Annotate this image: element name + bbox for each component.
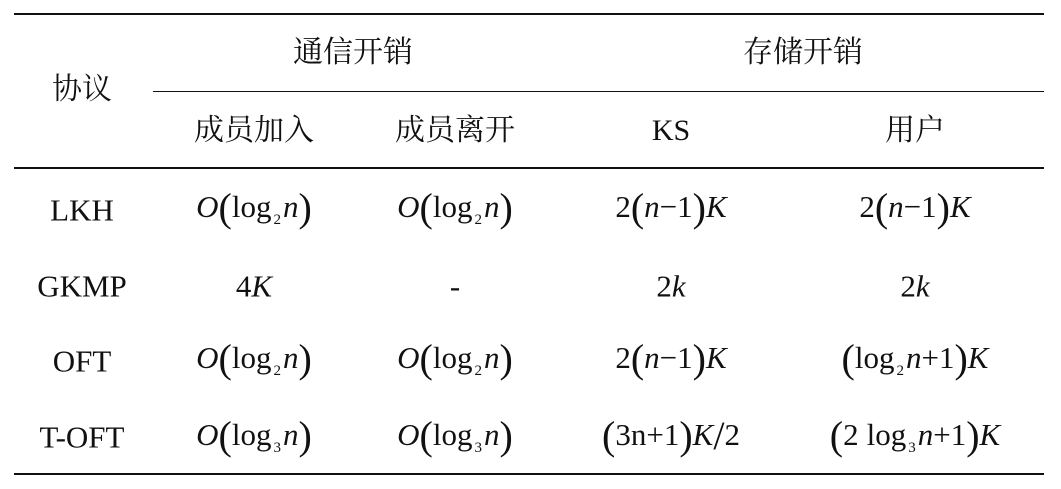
big-o: O xyxy=(196,417,219,452)
header-bottom-rule xyxy=(14,167,1044,169)
comm-overhead-header: 通信开销 xyxy=(293,35,413,70)
paren-close: ) xyxy=(692,336,706,381)
operator: + xyxy=(646,417,664,452)
paren-close: ) xyxy=(679,413,693,458)
row-toft-leave: O(log $_3$n) xyxy=(397,413,513,458)
log-base: 2 xyxy=(474,363,483,379)
row-oft-ks xyxy=(615,336,727,381)
var-a: n xyxy=(644,189,660,224)
paren-open: ( xyxy=(829,413,844,458)
log-base: 2 xyxy=(474,212,483,228)
operator: + xyxy=(933,417,951,452)
operator: − xyxy=(903,189,922,224)
coef: 2 xyxy=(859,189,875,224)
const: 1 xyxy=(921,189,937,224)
paren-open: ( xyxy=(874,185,889,230)
row-gkmp-user xyxy=(900,268,930,304)
top-rule xyxy=(14,13,1044,15)
log: log xyxy=(231,340,272,375)
log-base: 3 xyxy=(474,440,483,456)
const: 1 xyxy=(663,417,680,452)
row-gkmp-join xyxy=(235,268,273,304)
row-lkh-leave: O(log $_2$n) xyxy=(397,185,513,230)
log: log xyxy=(231,189,272,224)
var-k: K xyxy=(705,340,727,375)
log-base: 3 xyxy=(273,440,282,456)
row-toft-user xyxy=(829,413,1001,458)
row-lkh-ks xyxy=(615,185,727,230)
row-toft-protocol: T-OFT xyxy=(39,419,125,455)
row-gkmp-leave: - xyxy=(449,268,461,304)
var-a: n xyxy=(888,189,904,224)
var-n: n xyxy=(283,189,299,224)
operator: − xyxy=(659,340,678,375)
row-toft-join: O(log $_3$n) xyxy=(196,413,312,458)
row-lkh-join: O(log $_2$n) xyxy=(196,185,312,230)
var-k: K xyxy=(705,189,727,224)
denominator: 2 xyxy=(724,417,740,452)
paren-open: ( xyxy=(630,185,645,230)
const: 1 xyxy=(677,340,693,375)
paren-close: ) xyxy=(954,336,968,381)
big-o: O xyxy=(196,340,219,375)
row-oft-protocol: OFT xyxy=(52,343,112,379)
var-k: k xyxy=(671,268,686,304)
storage-overhead-header: 存储开销 xyxy=(743,35,863,70)
term-3n: 3n xyxy=(615,417,647,452)
paren-close: ) xyxy=(692,185,706,230)
const: 1 xyxy=(950,417,967,452)
log: log xyxy=(432,417,473,452)
row-lkh-protocol: LKH xyxy=(50,192,114,228)
big-o: O xyxy=(397,189,420,224)
bottom-rule xyxy=(14,473,1044,475)
coef: 2 xyxy=(615,189,631,224)
coef: 2 xyxy=(615,340,631,375)
var-k: K xyxy=(979,417,1001,452)
log: log xyxy=(866,417,907,452)
coef: 2 xyxy=(900,268,916,304)
big-o: O xyxy=(196,189,219,224)
log-base: 2 xyxy=(896,363,904,379)
protocol-header: 协议 xyxy=(52,72,112,107)
paren-close: ) xyxy=(936,185,950,230)
big-o: O xyxy=(397,417,420,452)
paren-open: ( xyxy=(841,336,855,381)
var-n: n xyxy=(283,340,299,375)
var-k: K xyxy=(692,417,714,452)
log-base: 2 xyxy=(273,363,282,379)
var-n: n xyxy=(283,417,299,452)
coef: 4 xyxy=(235,268,252,304)
paren-open: ( xyxy=(602,413,616,458)
log: log xyxy=(231,417,272,452)
var-k: k xyxy=(915,268,930,304)
log: log xyxy=(432,340,473,375)
operator: − xyxy=(659,189,678,224)
var-k: K xyxy=(949,189,971,224)
member-leave-header: 成员离开 xyxy=(395,113,515,148)
row-oft-user xyxy=(841,336,989,381)
big-o: O xyxy=(397,340,420,375)
row-gkmp-protocol: GKMP xyxy=(37,268,127,304)
var-a: n xyxy=(917,417,934,452)
coef: 2 xyxy=(656,268,672,304)
ks-header: KS xyxy=(651,114,691,147)
row-oft-join: O(log $_2$n) xyxy=(196,336,312,381)
user-header: 用户 xyxy=(885,113,945,148)
const: 1 xyxy=(938,340,955,375)
log-base: 3 xyxy=(908,440,916,456)
var-a: n xyxy=(644,340,660,375)
slash: / xyxy=(713,413,725,458)
var-n: n xyxy=(484,340,500,375)
row-gkmp-ks xyxy=(656,268,686,304)
var-n: n xyxy=(484,417,500,452)
var-k: K xyxy=(251,268,273,304)
const: 1 xyxy=(677,189,693,224)
paren-close: ) xyxy=(966,413,980,458)
operator: + xyxy=(921,340,939,375)
var-k: K xyxy=(967,340,989,375)
var-n: n xyxy=(484,189,500,224)
coef: 2 xyxy=(843,417,859,452)
log: log xyxy=(854,340,895,375)
row-toft-ks xyxy=(602,413,740,458)
member-join-header: 成员加入 xyxy=(194,113,314,148)
paren-open: ( xyxy=(630,336,645,381)
var-a: n xyxy=(905,340,922,375)
log-base: 2 xyxy=(273,212,282,228)
row-lkh-user xyxy=(859,185,971,230)
row-oft-leave: O(log $_2$n) xyxy=(397,336,513,381)
log: log xyxy=(432,189,473,224)
group-header-rule xyxy=(153,91,1044,92)
